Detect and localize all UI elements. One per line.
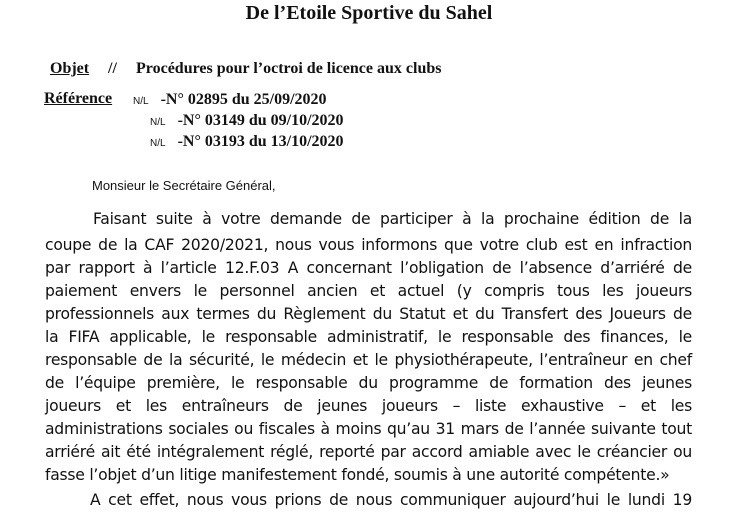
reference-number: -N° 03193 du 13/10/2020 bbox=[177, 133, 344, 150]
reference-nl: N/L bbox=[133, 96, 149, 107]
reference-label: Référence bbox=[44, 90, 113, 107]
paragraph-line: de l’équipe première, le responsable du programme de formation des jeunes bbox=[45, 374, 692, 392]
paragraph-line: professionnels aux termes du Règlement du Statut et du Transfert des Joueurs de bbox=[45, 305, 692, 323]
reference-number: -N° 02895 du 25/09/2020 bbox=[160, 91, 327, 108]
paragraph-line: administrations sociales ou fiscales à moins qu’au 31 mars de l’année suivante tout bbox=[45, 420, 692, 438]
letter-title: De l’Etoile Sportive du Sahel bbox=[245, 2, 493, 24]
paragraph-line: responsable de la sécurité, le médecin et le physiothérapeute, l’entraîneur en chef bbox=[45, 351, 692, 369]
objet-separator: // bbox=[108, 60, 117, 77]
paragraph-line: A cet effet, nous vous prions de nous communiquer aujourd’hui le lundi 19 bbox=[90, 491, 692, 509]
objet-label: Objet bbox=[50, 60, 90, 77]
paragraph-line: arriéré ait été intégralement réglé, reporté par accord amiable avec le créancier ou bbox=[45, 443, 692, 461]
paragraph-line: coupe de la CAF 2020/2021, nous vous informons que votre club est en infraction bbox=[45, 236, 692, 254]
paragraph-line: paiement envers le personnel ancien et actuel (y compris tous les joueurs bbox=[45, 282, 692, 300]
reference-nl: N/L bbox=[150, 117, 166, 128]
reference-item bbox=[133, 91, 327, 109]
reference-item bbox=[150, 112, 344, 130]
reference-nl: N/L bbox=[150, 138, 166, 149]
paragraph-line: par rapport à l’article 12.F.03 A concernant l’obligation de l’absence d’arriéré de bbox=[45, 259, 692, 277]
reference-item bbox=[150, 133, 344, 151]
paragraph-line: fasse l’objet d’un litige manifestement fondé, soumis à une autorité compétente.» bbox=[45, 466, 670, 484]
paragraph-line: joueurs et les entraîneurs de jeunes joueurs – liste exhaustive – et les bbox=[45, 397, 692, 415]
objet-text: Procédures pour l’octroi de licence aux clubs bbox=[136, 60, 442, 77]
paragraph-line: Faisant suite à votre demande de participer à la prochaine édition de la bbox=[93, 210, 692, 228]
salutation: Monsieur le Secrétaire Général, bbox=[92, 178, 276, 193]
reference-number: -N° 03149 du 09/10/2020 bbox=[177, 112, 344, 129]
paragraph-line: la FIFA applicable, le responsable administratif, le responsable des finances, le bbox=[45, 328, 692, 346]
